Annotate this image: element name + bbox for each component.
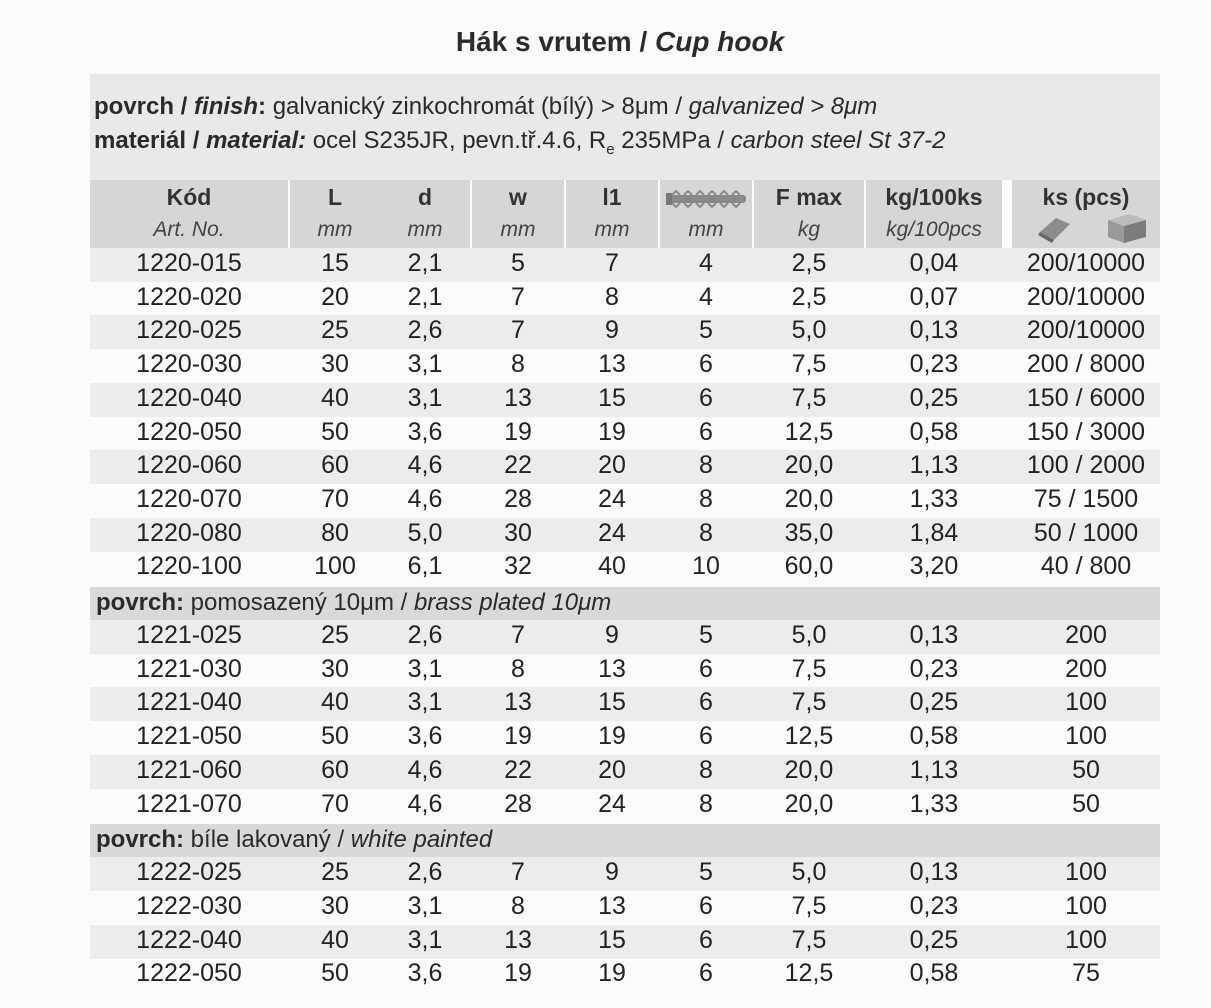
- table-cell: 35,0: [784, 518, 834, 547]
- table-row: [90, 518, 1160, 552]
- table-cell: 1220-070: [136, 484, 242, 513]
- table-cell: 4,6: [407, 484, 443, 513]
- header-weight: [866, 180, 1002, 248]
- table-row: [90, 417, 1160, 451]
- table-cell: 0,25: [909, 925, 959, 954]
- header-l1-unit: mm: [594, 218, 630, 241]
- table-cell: 19: [504, 417, 532, 446]
- table-cell: 6: [699, 891, 713, 920]
- table-cell: 20,0: [784, 755, 834, 784]
- header-l1: [566, 180, 658, 248]
- table-cell: 0,13: [909, 316, 959, 345]
- table-cell: 20,0: [784, 451, 834, 480]
- table-row: [90, 315, 1160, 349]
- table-cell: 1222-050: [136, 959, 242, 988]
- table-cell: 30: [504, 518, 532, 547]
- table-cell: 1221-050: [136, 722, 242, 751]
- table-cell: 6: [699, 925, 713, 954]
- material-value-cz: ocel S235JR, pevn.tř.4.6, R: [306, 127, 607, 154]
- table-cell: 7,5: [791, 350, 827, 379]
- table-cell: 15: [598, 925, 626, 954]
- table-cell: 1221-060: [136, 755, 242, 784]
- table-cell: 200: [1065, 654, 1107, 683]
- material-label-en: material:: [206, 127, 307, 154]
- box-icon: [1108, 214, 1146, 243]
- table-cell: 100 / 2000: [1026, 451, 1146, 480]
- table-cell: 0,23: [909, 654, 959, 683]
- table-cell: 24: [598, 789, 626, 818]
- table-cell: 2,6: [407, 621, 443, 649]
- table-cell: 3,1: [407, 688, 443, 717]
- table-cell: 200/10000: [1026, 249, 1146, 277]
- table-row: [90, 383, 1160, 417]
- table-row: [90, 687, 1160, 721]
- table-cell: 9: [605, 621, 619, 649]
- section-header: [90, 587, 1160, 620]
- header-pcs: [1012, 180, 1160, 248]
- page-title: [0, 26, 1211, 58]
- table-cell: 0,13: [909, 858, 959, 887]
- table-cell: 5: [511, 249, 525, 277]
- table-cell: 200/10000: [1026, 282, 1146, 311]
- table-cell: 100: [1065, 858, 1107, 887]
- table-cell: 3,1: [407, 383, 443, 412]
- section-label-bold: povrch:: [96, 589, 185, 616]
- table-cell: 2,1: [407, 249, 443, 277]
- table-cell: 25: [321, 621, 349, 649]
- table-cell: 80: [321, 518, 349, 547]
- table-cell: 150 / 6000: [1026, 383, 1146, 412]
- table-cell: 40: [321, 383, 349, 412]
- table-cell: 50: [321, 722, 349, 751]
- table-cell: 8: [699, 755, 713, 784]
- table-cell: 40: [321, 925, 349, 954]
- header-w-title: w: [509, 184, 527, 210]
- table-cell: 50: [1072, 755, 1100, 784]
- table-cell: 1220-025: [136, 316, 242, 345]
- table-cell: 7: [511, 316, 525, 345]
- header-fmax-unit: kg: [797, 218, 821, 241]
- table-row: [90, 891, 1160, 925]
- header-weight-unit: kg/100pcs: [886, 218, 982, 241]
- table-row: [90, 248, 1160, 282]
- table-cell: 6: [699, 417, 713, 446]
- table-cell: 1,84: [909, 518, 959, 547]
- table-cell: 6: [699, 654, 713, 683]
- table-row: [90, 484, 1160, 518]
- table-cell: 0,58: [909, 959, 959, 988]
- table-cell: 30: [321, 654, 349, 683]
- table-cell: 40: [321, 688, 349, 717]
- table-cell: 2,6: [407, 858, 443, 887]
- table-cell: 7: [511, 858, 525, 887]
- finish-label-cz: povrch /: [94, 93, 195, 120]
- table-cell: 5,0: [791, 621, 827, 649]
- table-cell: 2,1: [407, 282, 443, 311]
- table-cell: 15: [598, 383, 626, 412]
- table-cell: 7: [605, 249, 619, 277]
- table-cell: 1220-015: [136, 249, 242, 277]
- table-cell: 7,5: [791, 688, 827, 717]
- table-cell: 8: [511, 654, 525, 683]
- table-cell: 13: [598, 891, 626, 920]
- table-cell: 1220-020: [136, 282, 242, 311]
- table-cell: 60: [321, 451, 349, 480]
- table-cell: 75 / 1500: [1033, 484, 1139, 513]
- table-cell: 1220-040: [136, 383, 242, 412]
- table-cell: 5: [699, 858, 713, 887]
- table-cell: 1221-040: [136, 688, 242, 717]
- table-cell: 28: [504, 484, 532, 513]
- section-label: [96, 589, 611, 617]
- table-cell: 20: [598, 755, 626, 784]
- table-cell: 24: [598, 484, 626, 513]
- table-row: [90, 349, 1160, 383]
- table-cell: 200 / 8000: [1026, 350, 1146, 379]
- table-cell: 0,13: [909, 621, 959, 649]
- header-l1-title: l1: [602, 184, 622, 210]
- table-cell: 1222-025: [136, 858, 242, 887]
- table-cell: 1222-040: [136, 925, 242, 954]
- header-l-unit: mm: [317, 218, 353, 241]
- finish-value-en: galvanized > 8μm: [688, 93, 878, 120]
- header-pcs-title: ks (pcs): [1042, 184, 1130, 210]
- table-cell: 0,07: [909, 282, 959, 311]
- table-cell: 3,1: [407, 925, 443, 954]
- table-cell: 15: [598, 688, 626, 717]
- table-cell: 2,6: [407, 316, 443, 345]
- table-cell: 7,5: [791, 925, 827, 954]
- table-cell: 100: [1065, 722, 1107, 751]
- material-value-cz2: 235MPa /: [614, 127, 731, 154]
- table-cell: 100: [314, 552, 356, 581]
- table-cell: 70: [321, 484, 349, 513]
- header-d-title: d: [417, 184, 433, 210]
- header-code: [90, 180, 288, 248]
- table-cell: 6,1: [407, 552, 443, 581]
- table-cell: 12,5: [784, 722, 834, 751]
- table-cell: 8: [605, 282, 619, 311]
- table-cell: 2,5: [791, 282, 827, 311]
- table-cell: 1221-030: [136, 654, 242, 683]
- table-cell: 13: [598, 350, 626, 379]
- table-cell: 3,6: [407, 722, 443, 751]
- section-label: [96, 826, 492, 854]
- table-cell: 8: [511, 891, 525, 920]
- table-cell: 9: [605, 858, 619, 887]
- header-l: [290, 180, 380, 248]
- header-code-unit: Art. No.: [153, 218, 225, 241]
- finish-line: [94, 93, 877, 121]
- table-cell: 4,6: [407, 755, 443, 784]
- table-cell: 0,58: [909, 417, 959, 446]
- table-cell: 20,0: [784, 789, 834, 818]
- table-cell: 19: [504, 722, 532, 751]
- table-cell: 24: [598, 518, 626, 547]
- table-cell: 22: [504, 755, 532, 784]
- table-cell: 200/10000: [1026, 316, 1146, 345]
- packaging-icons: [1012, 210, 1160, 244]
- table-cell: 19: [598, 417, 626, 446]
- table-cell: 50: [321, 959, 349, 988]
- table-cell: 10: [692, 552, 720, 581]
- table-cell: 2,5: [791, 249, 827, 277]
- table-row: [90, 282, 1160, 316]
- header-d-unit: mm: [407, 218, 443, 241]
- table-row: [90, 721, 1160, 755]
- header-code-title: Kód: [166, 184, 212, 210]
- table-cell: 3,6: [407, 959, 443, 988]
- header-w-unit: mm: [500, 218, 536, 241]
- title-en: Cup hook: [655, 26, 785, 57]
- table-cell: 0,23: [909, 891, 959, 920]
- table-cell: 40: [598, 552, 626, 581]
- table-cell: 19: [598, 722, 626, 751]
- table-cell: 3,20: [909, 552, 959, 581]
- table-cell: 13: [504, 925, 532, 954]
- table-cell: 4: [699, 282, 713, 311]
- table-row: [90, 620, 1160, 654]
- table-row: [90, 755, 1160, 789]
- table-cell: 100: [1065, 688, 1107, 717]
- table-cell: 13: [504, 688, 532, 717]
- table-cell: 60,0: [784, 552, 834, 581]
- table-cell: 7,5: [791, 383, 827, 412]
- finish-value-cz: galvanický zinkochromát (bílý) > 8μm /: [272, 93, 689, 120]
- wall-plug-icon: [666, 190, 750, 208]
- table-cell: 6: [699, 350, 713, 379]
- header-l-title: L: [327, 184, 343, 210]
- spec-info-box: [90, 74, 1160, 180]
- table-cell: 3,1: [407, 350, 443, 379]
- section-label-en: white painted: [350, 826, 493, 854]
- table-cell: 6: [699, 959, 713, 988]
- table-cell: 30: [321, 350, 349, 379]
- table-cell: 150 / 3000: [1026, 417, 1146, 446]
- table-cell: 32: [504, 552, 532, 581]
- section-label-text: bíle lakovaný /: [184, 826, 351, 854]
- table-cell: 1220-030: [136, 350, 242, 379]
- table-cell: 13: [598, 654, 626, 683]
- header-w: [472, 180, 564, 248]
- table-cell: 50 / 1000: [1033, 518, 1139, 547]
- table-cell: 7: [511, 621, 525, 649]
- table-cell: 1220-100: [136, 552, 242, 581]
- table-cell: 6: [699, 383, 713, 412]
- table-cell: 8: [699, 518, 713, 547]
- table-cell: 0,23: [909, 350, 959, 379]
- table-cell: 22: [504, 451, 532, 480]
- table-cell: 1,33: [909, 789, 959, 818]
- finish-colon: :: [258, 93, 273, 120]
- table-row: [90, 551, 1160, 585]
- table-cell: 0,58: [909, 722, 959, 751]
- table-cell: 8: [699, 451, 713, 480]
- table-cell: 8: [699, 484, 713, 513]
- section-header: [90, 824, 1160, 857]
- table-cell: 1221-025: [136, 621, 242, 649]
- table-cell: 0,25: [909, 688, 959, 717]
- table-cell: 4,6: [407, 789, 443, 818]
- table-cell: 25: [321, 316, 349, 345]
- table-cell: 60: [321, 755, 349, 784]
- table-cell: 100: [1065, 891, 1107, 920]
- section-label-bold: povrch:: [96, 826, 185, 854]
- table-cell: 7: [511, 282, 525, 311]
- header-plug: [660, 180, 752, 248]
- section-label-text: pomosazený 10μm /: [184, 589, 414, 616]
- table-row: [90, 789, 1160, 823]
- table-cell: 8: [699, 789, 713, 818]
- table-cell: 1,13: [909, 755, 959, 784]
- table-cell: 3,1: [407, 891, 443, 920]
- table-cell: 70: [321, 789, 349, 818]
- table-cell: 5,0: [791, 858, 827, 887]
- table-cell: 1220-050: [136, 417, 242, 446]
- table-row: [90, 654, 1160, 688]
- table-header: [90, 180, 1160, 248]
- table-cell: 3,1: [407, 654, 443, 683]
- table-cell: 9: [605, 316, 619, 345]
- table-cell: 4,6: [407, 451, 443, 480]
- table-cell: 200: [1065, 621, 1107, 649]
- table-cell: 19: [598, 959, 626, 988]
- table-cell: 8: [511, 350, 525, 379]
- table-cell: 1221-070: [136, 789, 242, 818]
- table-cell: 5,0: [791, 316, 827, 345]
- table-row: [90, 450, 1160, 484]
- header-weight-title: kg/100ks: [885, 184, 983, 210]
- table-cell: 12,5: [784, 417, 834, 446]
- finish-label-en: finish: [194, 93, 259, 120]
- table-cell: 20,0: [784, 484, 834, 513]
- table-cell: 13: [504, 383, 532, 412]
- table-row: [90, 958, 1160, 992]
- table-cell: 50: [1072, 789, 1100, 818]
- table-cell: 20: [321, 282, 349, 311]
- table-cell: 1220-080: [136, 518, 242, 547]
- table-cell: 5,0: [407, 518, 443, 547]
- header-fmax: [754, 180, 864, 248]
- table-cell: 0,04: [909, 249, 959, 277]
- table-cell: 7,5: [791, 891, 827, 920]
- table-cell: 5: [699, 316, 713, 345]
- table-cell: 1,33: [909, 484, 959, 513]
- table-cell: 40 / 800: [1040, 552, 1132, 581]
- table-cell: 100: [1065, 925, 1107, 954]
- table-cell: 1,13: [909, 451, 959, 480]
- table-cell: 30: [321, 891, 349, 920]
- table-cell: 0,25: [909, 383, 959, 412]
- table-cell: 20: [598, 451, 626, 480]
- table-cell: 75: [1072, 959, 1100, 988]
- table-cell: 15: [321, 249, 349, 277]
- bag-icon: [1038, 218, 1070, 243]
- table-row: [90, 857, 1160, 891]
- material-line: [94, 127, 946, 158]
- title-cz: Hák s vrutem /: [455, 26, 656, 57]
- table-cell: 19: [504, 959, 532, 988]
- header-fmax-title: F max: [775, 184, 843, 210]
- table-row: [90, 925, 1160, 959]
- section-label-en: brass plated 10μm: [413, 589, 612, 616]
- material-value-en: carbon steel St 37-2: [730, 127, 946, 154]
- table-cell: 5: [699, 621, 713, 649]
- table-cell: 7,5: [791, 654, 827, 683]
- table-cell: 50: [321, 417, 349, 446]
- header-plug-unit: mm: [688, 218, 724, 241]
- table-cell: 6: [699, 688, 713, 717]
- table-cell: 6: [699, 722, 713, 751]
- table-cell: 3,6: [407, 417, 443, 446]
- table-cell: 1220-060: [136, 451, 242, 480]
- material-subscript: e: [606, 141, 615, 158]
- table-cell: 4: [699, 249, 713, 277]
- table-cell: 28: [504, 789, 532, 818]
- table-cell: 1222-030: [136, 891, 242, 920]
- header-d: [380, 180, 470, 248]
- material-label-cz: materiál /: [94, 127, 207, 154]
- table-cell: 25: [321, 858, 349, 887]
- table-cell: 12,5: [784, 959, 834, 988]
